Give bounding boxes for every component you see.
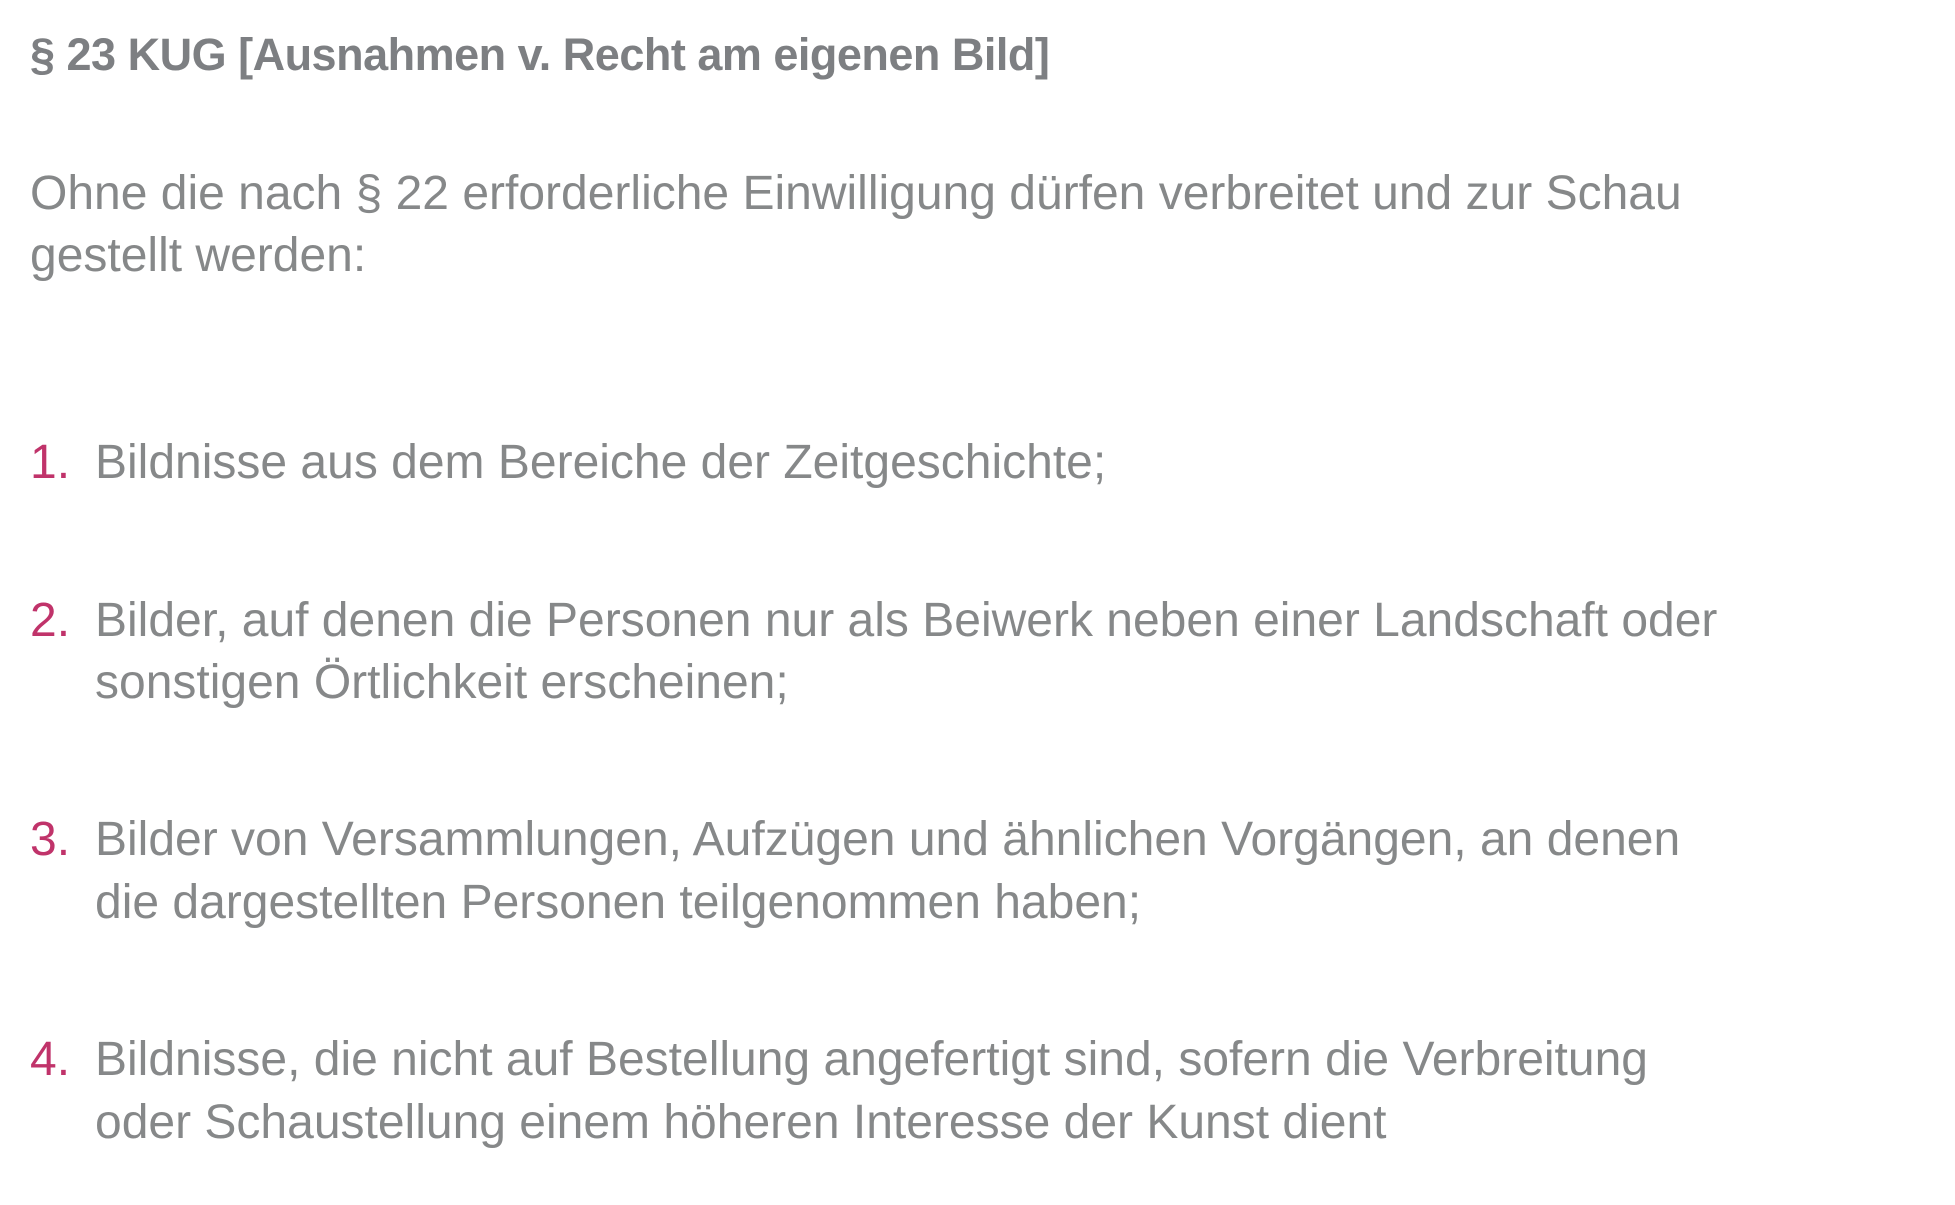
intro-line-1: Ohne die nach § 22 erforderliche Einwilligung dürfen verbreitet und zur Schau <box>30 166 1682 220</box>
list-item-3-line-1: Bilder von Versammlungen, Aufzügen und ähnlichen Vorgängen, an denen <box>95 813 1681 867</box>
intro-paragraph <box>30 163 1955 288</box>
intro-line-2: gestellt werden: <box>30 228 367 282</box>
list-item-1-text <box>95 432 1955 494</box>
list-item-3-text <box>95 809 1955 934</box>
list-item-2-number: 2. <box>30 593 71 647</box>
list-item-2-line-2: sonstigen Örtlichkeit erscheinen; <box>95 656 789 710</box>
list-item-4-number: 4. <box>30 1033 71 1087</box>
list-item-2 <box>30 590 1955 715</box>
list-item-3-line-2: die dargestellten Personen teilgenommen haben; <box>95 875 1142 929</box>
list-item-1-number: 1. <box>30 436 71 490</box>
list-item-2-text <box>95 590 1955 715</box>
list-item-2-line-1: Bilder, auf denen die Personen nur als Beiwerk neben einer Landschaft oder <box>95 593 1718 647</box>
list-item-4-line-1: Bildnisse, die nicht auf Bestellung angefertigt sind, sofern die Verbreitung <box>95 1033 1648 1087</box>
list-item-4-line-2: oder Schaustellung einem höheren Interesse der Kunst dient <box>95 1095 1387 1149</box>
list-item-3 <box>30 809 1955 934</box>
list-item-4 <box>30 1029 1955 1154</box>
list-item-3-number: 3. <box>30 813 71 867</box>
list-item-1 <box>30 432 1955 494</box>
list-item-4-text <box>95 1029 1955 1154</box>
exceptions-list <box>30 432 1955 1154</box>
section-heading: § 23 KUG [Ausnahmen v. Recht am eigenen Bild] <box>30 29 1050 80</box>
list-item-1-line-1: Bildnisse aus dem Bereiche der Zeitgeschichte; <box>95 436 1107 490</box>
